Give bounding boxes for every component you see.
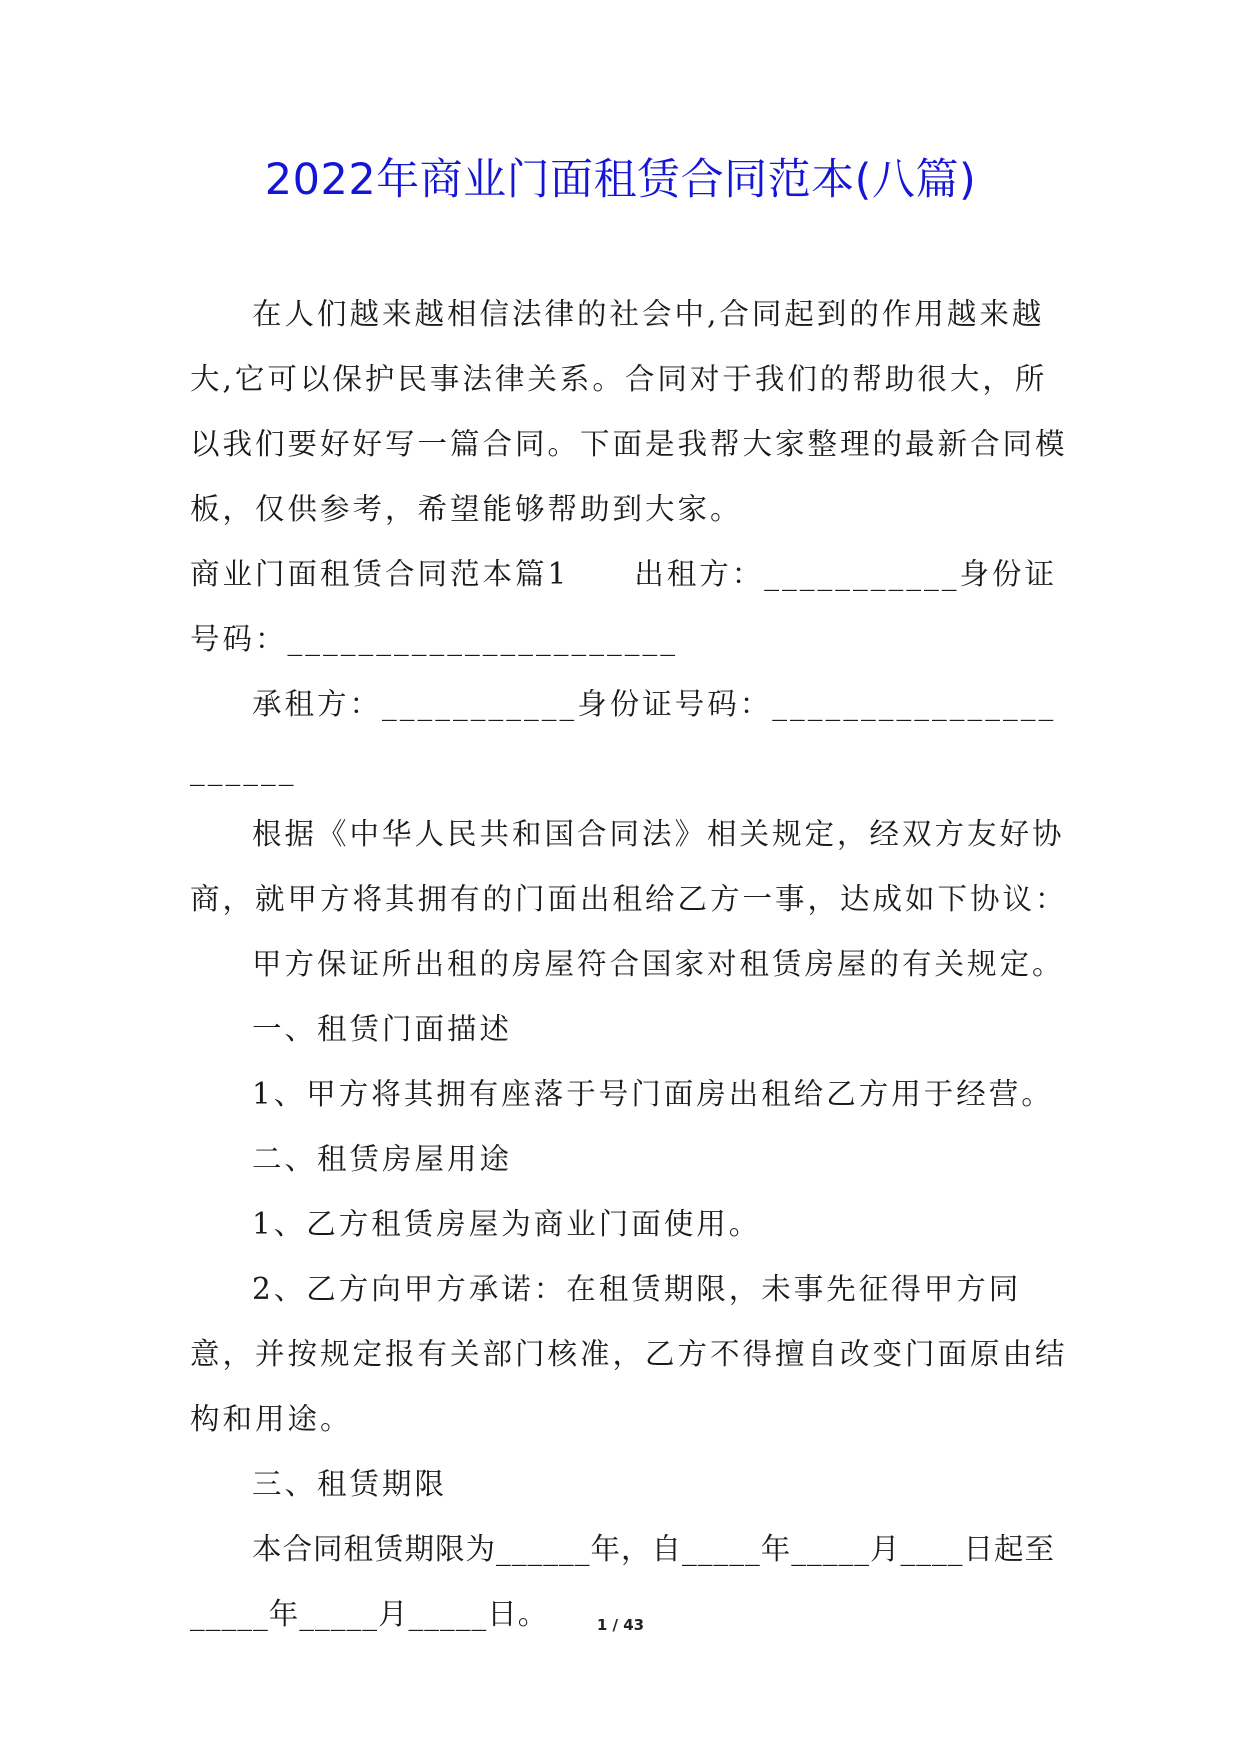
clause-1-title: 一、租赁门面描述 xyxy=(252,1012,513,1046)
document-body xyxy=(190,282,1070,1647)
guarantee-paragraph: 甲方保证所出租的房屋符合国家对租赁房屋的有关规定。 xyxy=(252,947,1065,981)
intro-paragraph: 在人们越来越相信法律的社会中,合同起到的作用越来越大,它可以保护民事法律关系。合同对于我们的帮助很大，所以我们要好好写一篇合同。下面是我帮大家整理的最新合同模板，仅供参考，希望能够帮助到大家。 xyxy=(190,297,1068,526)
page-number: 1 / 43 xyxy=(596,1616,645,1634)
section-heading-line: 商业门面租赁合同范本篇1 出租方：___________身份证号码：______________________ xyxy=(190,557,1058,656)
clause-3-title: 三、租赁期限 xyxy=(252,1467,448,1501)
clause-3-text: 本合同租赁期限为______年，自_____年_____月____日起至_____年_____月_____日。 xyxy=(190,1532,1056,1631)
lessee-line: 承租方：___________身份证号码：______________________ xyxy=(190,687,1057,786)
clause-2-item-2: 2、乙方向甲方承诺：在租赁期限，未事先征得甲方同意，并按规定报有关部门核准，乙方不得擅自改变门面原由结构和用途。 xyxy=(190,1272,1068,1436)
clause-2-item-1: 1、乙方租赁房屋为商业门面使用。 xyxy=(252,1207,762,1241)
document-title: 2022年商业门面租赁合同范本(八篇) xyxy=(264,155,977,205)
clause-2-title: 二、租赁房屋用途 xyxy=(252,1142,513,1176)
basis-paragraph: 根据《中华人民共和国合同法》相关规定，经双方友好协商，就甲方将其拥有的门面出租给乙方一事，达成如下协议： xyxy=(190,817,1068,916)
clause-1-item-1: 1、甲方将其拥有座落于号门面房出租给乙方用于经营。 xyxy=(252,1077,1054,1111)
